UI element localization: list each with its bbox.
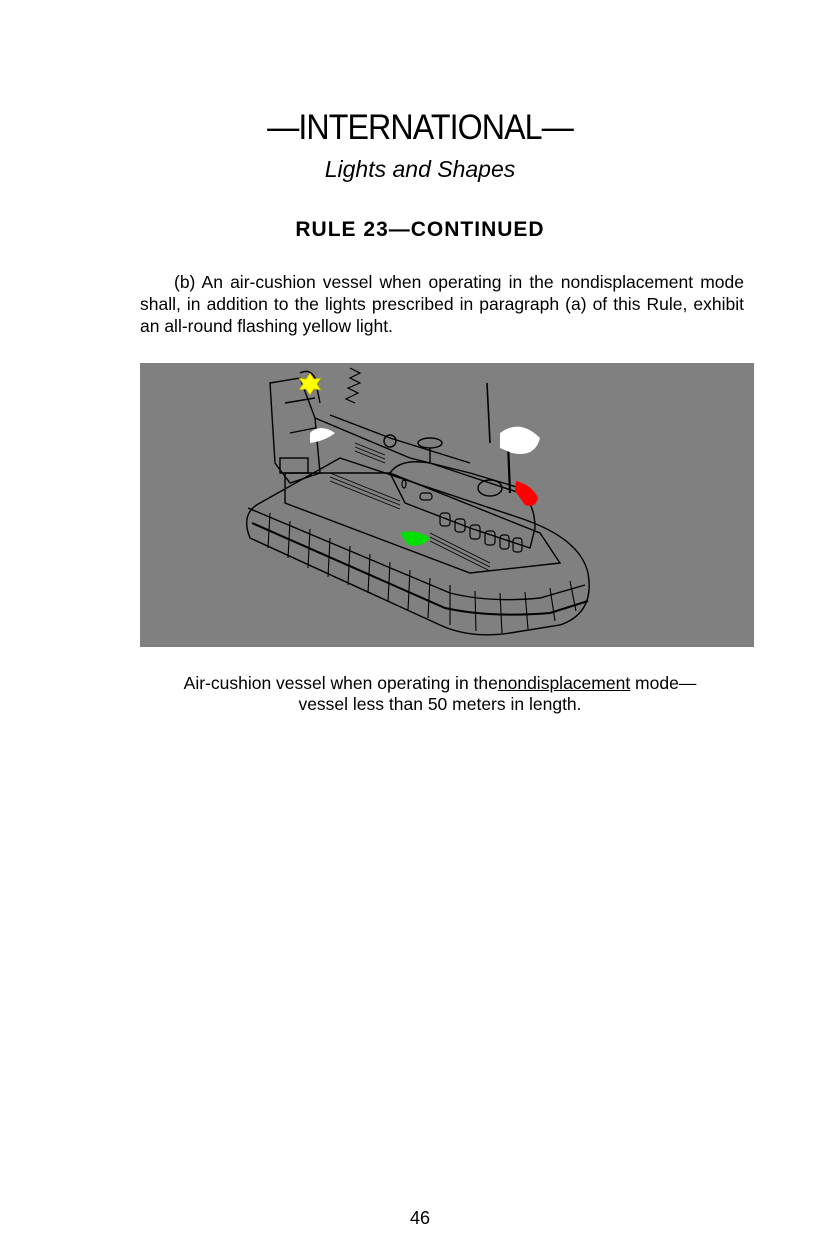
masthead-light-icon bbox=[500, 427, 540, 454]
caption-line-2: vessel less than 50 meters in length. bbox=[298, 694, 582, 714]
page-title: —INTERNATIONAL— bbox=[267, 108, 573, 147]
page-subtitle: Lights and Shapes bbox=[324, 156, 516, 182]
rule-paragraph-b: (b) An air-cushion vessel when operating in the nondisplacement mode shall, in addition to the lights prescribed in paragraph (a) of this Rule, exhibit an all-round flashing yellow light. bbox=[140, 272, 744, 336]
caption-line-1 bbox=[130, 673, 750, 694]
caption-text-2: mode— bbox=[630, 673, 697, 693]
caption-text-1: Air-cushion vessel when operating in the bbox=[183, 673, 498, 693]
caption-underlined-term: nondisplacement bbox=[497, 673, 631, 693]
stern-light-icon bbox=[310, 428, 335, 443]
hovercraft-drawing bbox=[140, 363, 754, 647]
hovercraft-illustration bbox=[140, 363, 754, 647]
rule-heading: RULE 23—CONTINUED bbox=[295, 218, 545, 241]
port-sidelight-red-icon bbox=[515, 481, 538, 506]
figure-caption bbox=[130, 673, 750, 715]
starboard-sidelight-green-icon bbox=[400, 531, 430, 545]
page-number: 46 bbox=[409, 1208, 431, 1228]
